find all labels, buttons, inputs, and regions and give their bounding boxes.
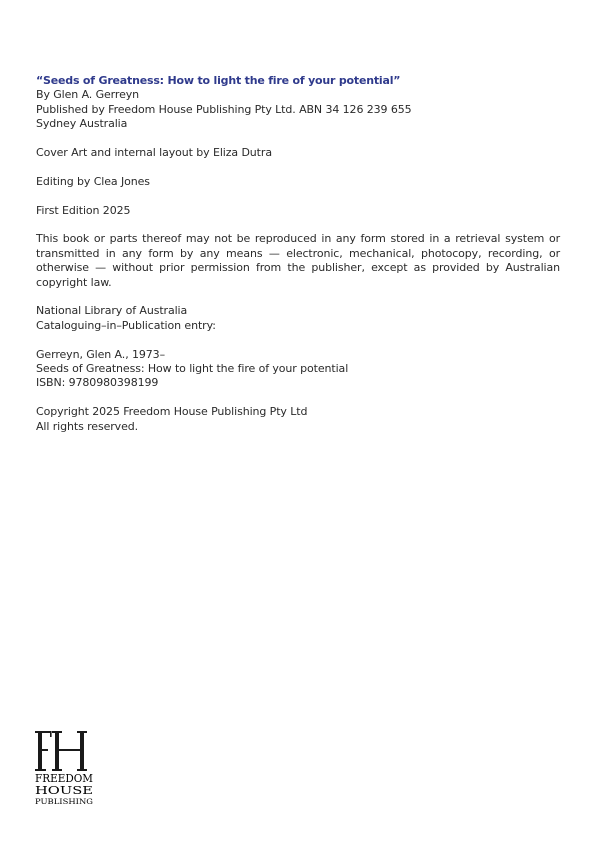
publisher-location: Sydney Australia	[36, 117, 128, 131]
author-line: By Glen A. Gerreyn	[36, 88, 140, 102]
library-line-1: National Library of Australia	[36, 304, 188, 318]
imprint-page	[36, 74, 560, 434]
publisher-logo-graphic	[35, 729, 97, 809]
cover-art-credit: Cover Art and internal layout by Eliza Dutra	[36, 146, 272, 160]
edition-line: First Edition 2025	[36, 203, 131, 217]
catalog-title: Seeds of Greatness: How to light the fire of your potential	[36, 362, 349, 376]
monogram-f-shape	[35, 731, 52, 771]
isbn: ISBN: 9780980398199	[36, 376, 159, 390]
logo-wordmark-freedom: FREEDOM	[35, 772, 93, 785]
publisher-logo	[35, 729, 97, 809]
library-line-2: Cataloguing–in–Publication entry:	[36, 318, 216, 332]
copyright-line: Copyright 2025 Freedom House Publishing Pty Ltd	[36, 405, 308, 419]
book-title: “Seeds of Greatness: How to light the fire of your potential”	[36, 74, 401, 87]
logo-wordmark-publishing: PUBLISHING	[35, 797, 94, 806]
catalog-author: Gerreyn, Glen A., 1973–	[36, 347, 165, 361]
editing-credit: Editing by Clea Jones	[36, 174, 150, 188]
monogram-h-shape	[52, 731, 87, 771]
all-rights-line: All rights reserved.	[36, 419, 139, 433]
rights-notice: This book or parts thereof may not be reproduced in any form stored in a retrieval system or transmitted in any form by any means — electronic, mechanical, photocopy, recording, or otherwise — without prior permission from the publisher, except as provided by Australian copyright law.	[36, 232, 560, 289]
publisher-line: Published by Freedom House Publishing Pty Ltd. ABN 34 126 239 655	[36, 102, 412, 116]
logo-wordmark-house: HOUSE	[35, 784, 93, 797]
